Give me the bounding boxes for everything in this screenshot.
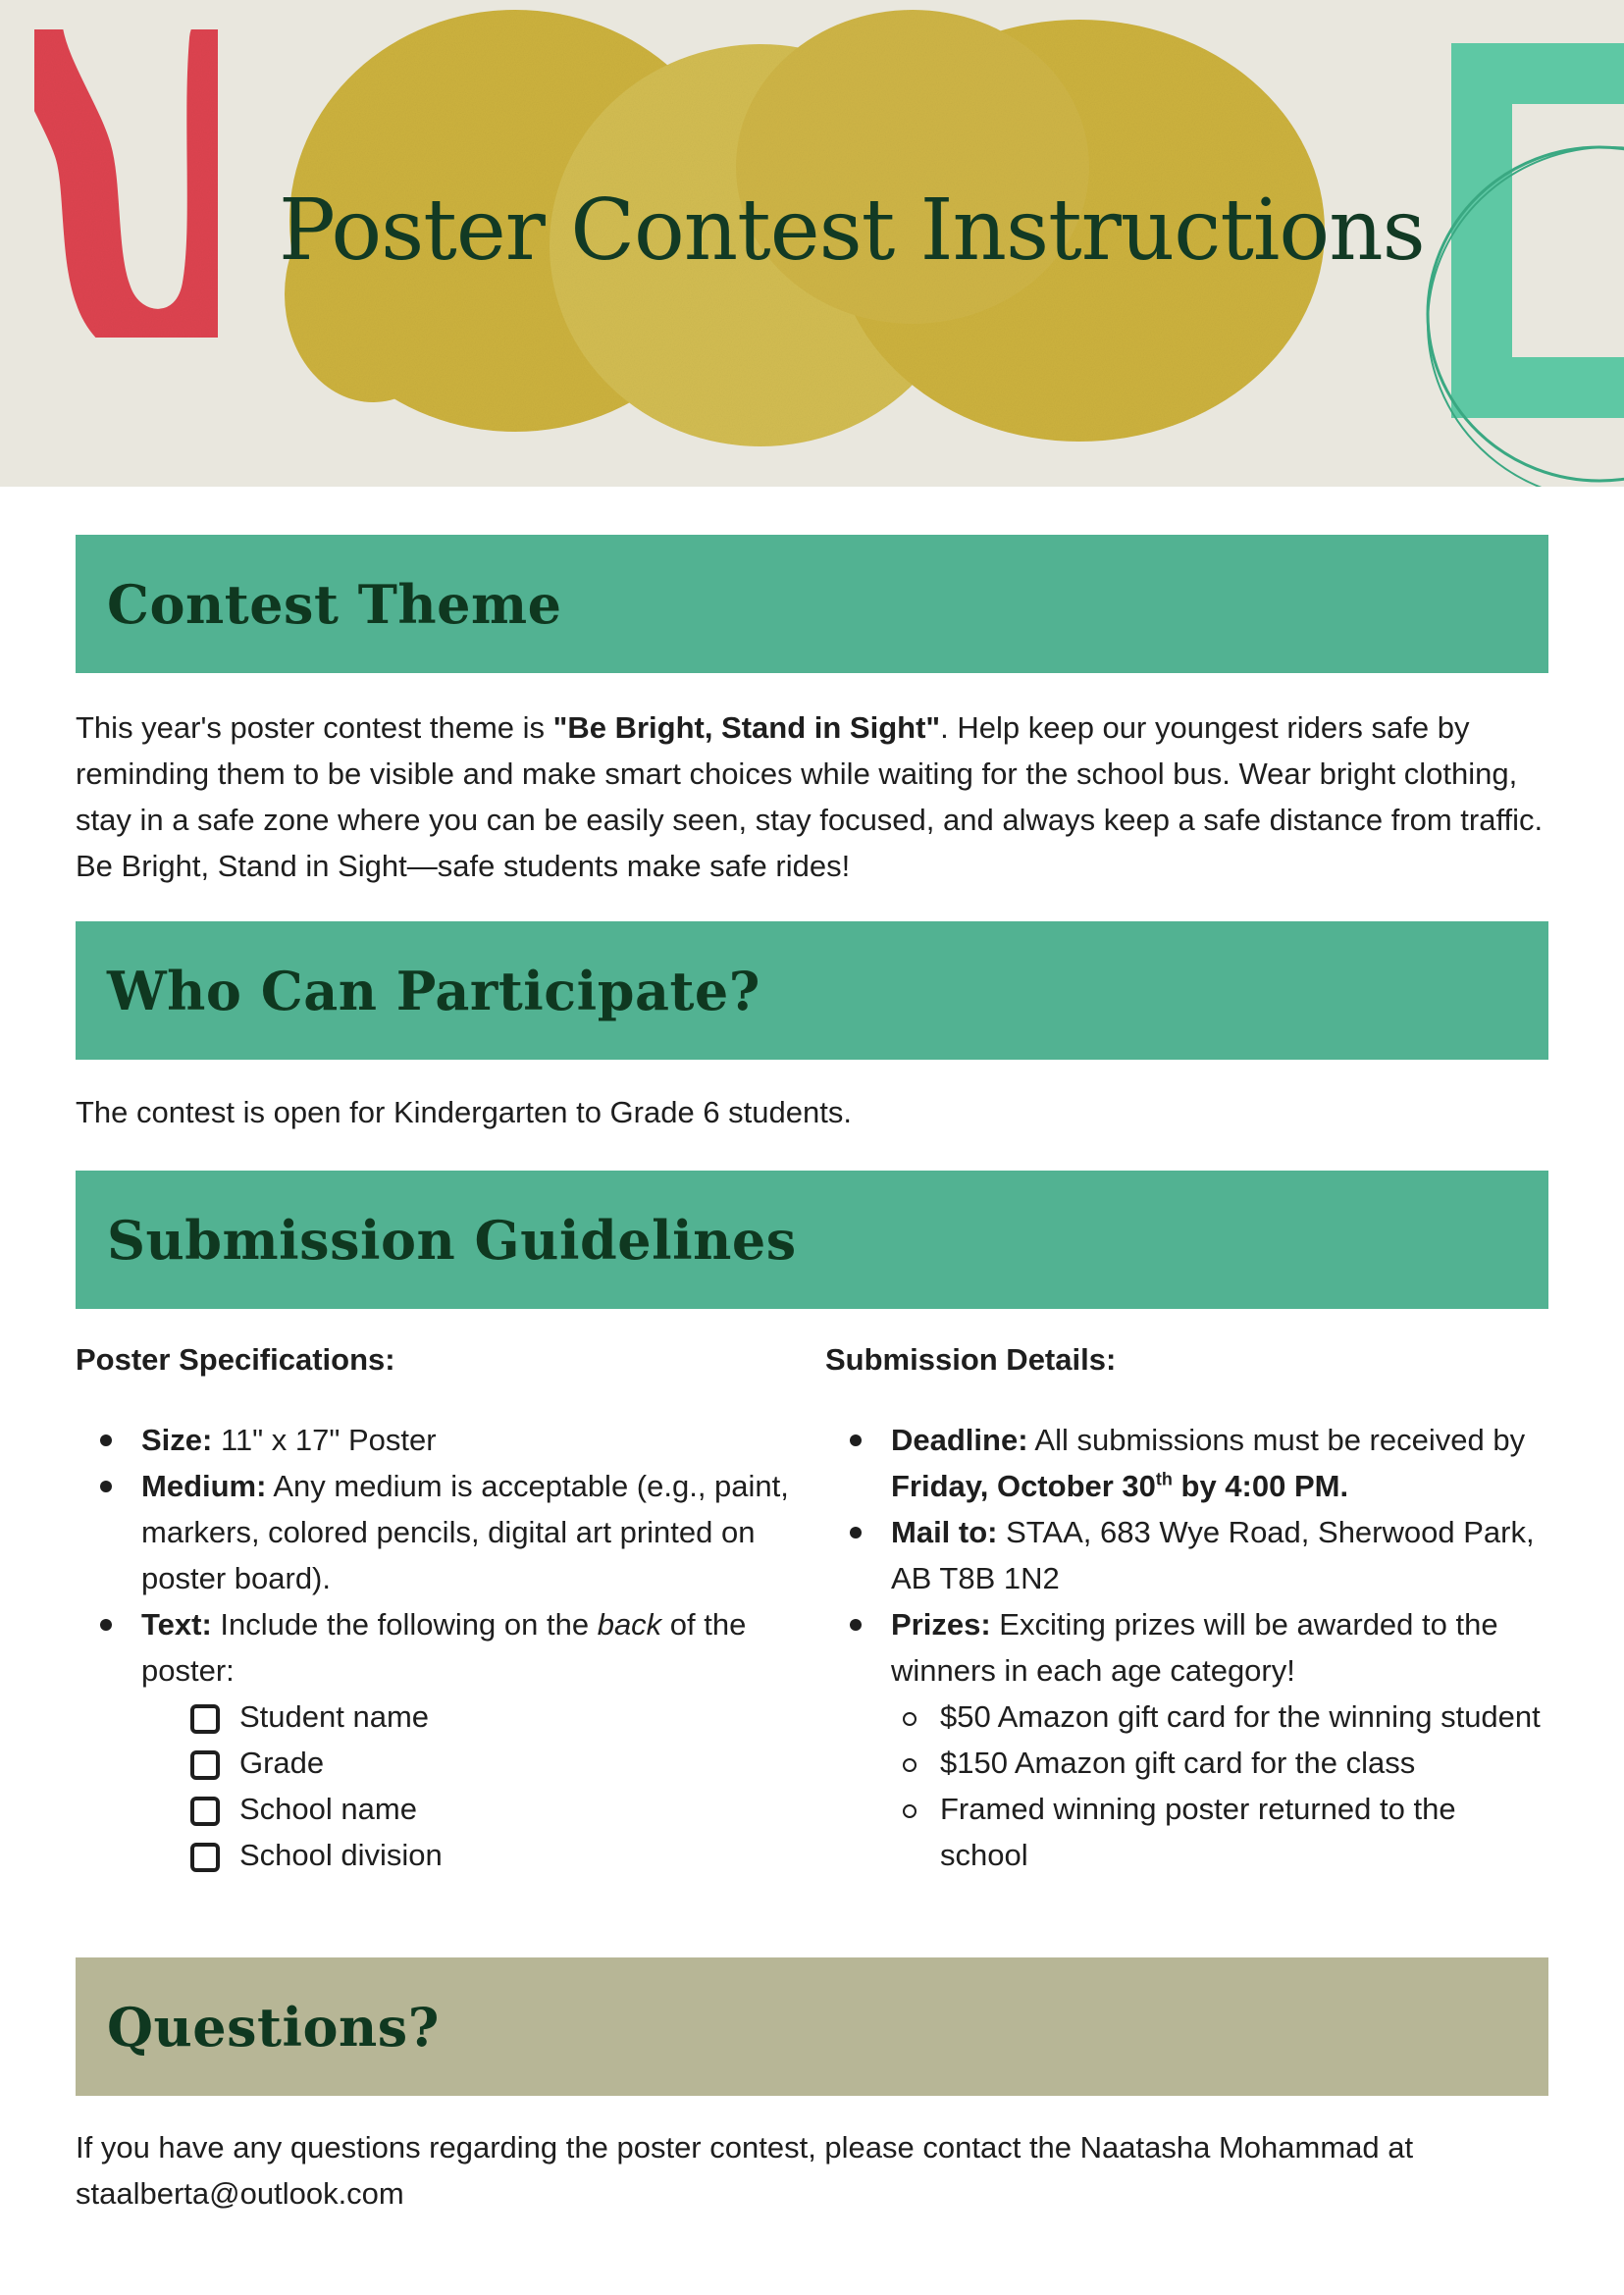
item-value: Exciting prizes will be awarded to the winners in each age category! bbox=[891, 1607, 1498, 1688]
item-label: Size: bbox=[141, 1423, 213, 1457]
list-item bbox=[825, 1417, 1551, 1509]
item-value-emphasis: back bbox=[597, 1607, 662, 1642]
participants-paragraph: The contest is open for Kindergarten to Grade 6 students. bbox=[76, 1095, 852, 1129]
deadline-date bbox=[891, 1469, 1348, 1503]
checklist-label: Grade bbox=[239, 1746, 325, 1780]
item-label: Prizes: bbox=[891, 1607, 991, 1642]
section-header-who-can-participate bbox=[76, 921, 1548, 1060]
checkbox-icon bbox=[190, 1843, 220, 1872]
list-item bbox=[76, 1601, 812, 1878]
item-value: 11" x 17" Poster bbox=[212, 1423, 437, 1457]
prizes-list bbox=[891, 1694, 1551, 1878]
item-label: Text: bbox=[141, 1607, 212, 1642]
list-item bbox=[76, 1417, 812, 1463]
checkbox-icon bbox=[190, 1704, 220, 1734]
checklist-item bbox=[190, 1832, 812, 1878]
checklist-item bbox=[190, 1694, 812, 1740]
theme-body: . Help keep our youngest riders safe by reminding them to be visible and make smart choices while waiting for the school bus. Wear bright clothing, stay in a safe zone where you can be easily seen, stay focused, and always keep a safe distance from traffic. Be Bright, Stand in Sight—safe students make safe rides! bbox=[76, 710, 1544, 883]
poster-specs-title: Poster Specifications: bbox=[76, 1342, 395, 1377]
poster-specs-list bbox=[76, 1417, 812, 1878]
questions-paragraph: If you have any questions regarding the poster contest, please contact the Naatasha Mohammad at staalberta@outlook.com bbox=[76, 2130, 1414, 2211]
prize-item: Framed winning poster returned to the school bbox=[891, 1786, 1551, 1878]
red-squiggle-shape bbox=[34, 29, 218, 338]
deadline-day: Friday, October 30 bbox=[891, 1469, 1156, 1503]
section-heading: Who Can Participate? bbox=[107, 959, 760, 1022]
submission-details-title: Submission Details: bbox=[825, 1342, 1117, 1377]
theme-intro: This year's poster contest theme is bbox=[76, 710, 553, 745]
item-value: Include the following on the bbox=[211, 1607, 598, 1642]
section-header-questions bbox=[76, 1957, 1548, 2096]
header-banner bbox=[0, 0, 1624, 487]
theme-paragraph bbox=[76, 704, 1557, 889]
section-heading: Questions? bbox=[107, 1995, 440, 2059]
item-label: Deadline: bbox=[891, 1423, 1028, 1457]
section-header-submission-guidelines bbox=[76, 1171, 1548, 1309]
prize-item: $150 Amazon gift card for the class bbox=[891, 1740, 1551, 1786]
item-value: All submissions must be received by bbox=[1027, 1423, 1526, 1457]
list-item bbox=[825, 1601, 1551, 1878]
checkbox-icon bbox=[190, 1750, 220, 1780]
submission-details-list bbox=[825, 1417, 1551, 1878]
deadline-time: by 4:00 PM. bbox=[1172, 1469, 1349, 1503]
theme-name: "Be Bright, Stand in Sight" bbox=[552, 710, 941, 745]
item-value: of the poster: bbox=[141, 1607, 747, 1688]
list-item bbox=[76, 1463, 812, 1601]
checklist-label: School name bbox=[239, 1792, 417, 1826]
checkbox-icon bbox=[190, 1797, 220, 1826]
checklist-label: Student name bbox=[239, 1699, 430, 1734]
checklist-item bbox=[190, 1740, 812, 1786]
section-heading: Contest Theme bbox=[107, 572, 562, 636]
item-label: Medium: bbox=[141, 1469, 267, 1503]
checklist-item bbox=[190, 1786, 812, 1832]
item-label: Mail to: bbox=[891, 1515, 998, 1549]
poster-text-checklist bbox=[141, 1694, 812, 1878]
deadline-suffix: th bbox=[1155, 1469, 1173, 1489]
item-value: Any medium is acceptable (e.g., paint, markers, colored pencils, digital art printed on poster board). bbox=[141, 1469, 789, 1595]
section-heading: Submission Guidelines bbox=[107, 1208, 797, 1272]
checklist-label: School division bbox=[239, 1838, 443, 1872]
list-item bbox=[825, 1509, 1551, 1601]
teal-frame-shape bbox=[1428, 74, 1624, 487]
section-header-contest-theme bbox=[76, 535, 1548, 673]
prize-item: $50 Amazon gift card for the winning student bbox=[891, 1694, 1551, 1740]
page-title: Poster Contest Instructions bbox=[279, 182, 1425, 280]
item-value: STAA, 683 Wye Road, Sherwood Park, AB T8B 1N2 bbox=[891, 1515, 1535, 1595]
